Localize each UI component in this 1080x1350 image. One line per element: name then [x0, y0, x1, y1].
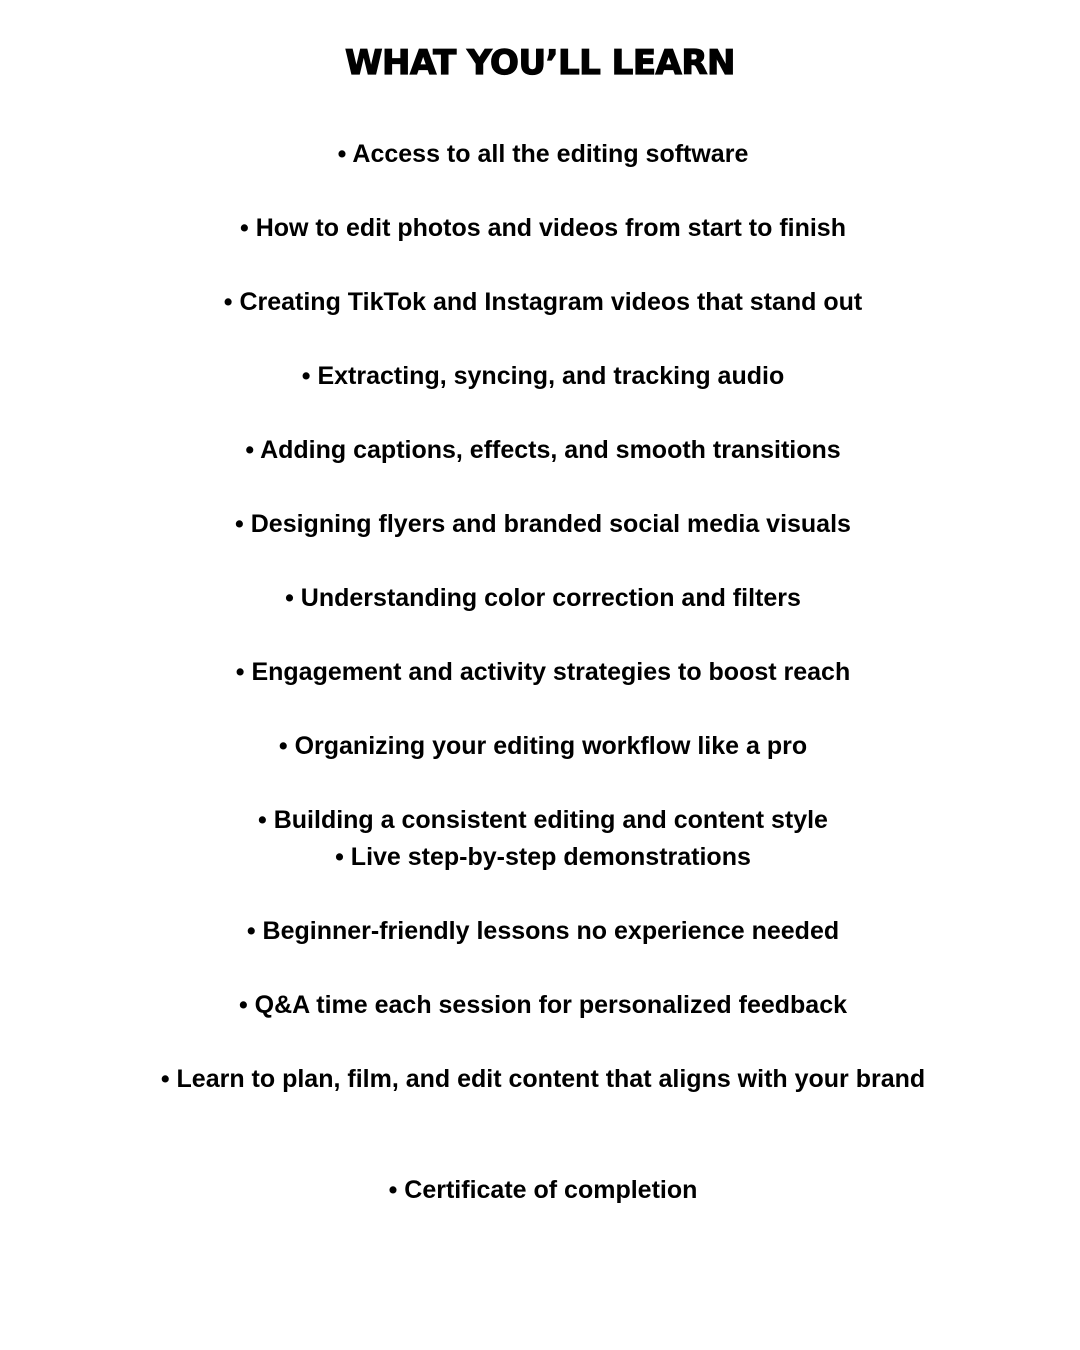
list-item-audio: • Extracting, syncing, and tracking audio — [301, 362, 785, 390]
list-item-content-style: • Building a consistent editing and content style — [258, 806, 828, 834]
list-item-beginner-friendly: • Beginner-friendly lessons no experience needed — [246, 917, 840, 945]
list-item-editing-software: • Access to all the editing software — [337, 140, 749, 168]
page-title: WHAT YOU’LL LEARN — [344, 43, 735, 83]
list-item-workflow: • Organizing your editing workflow like a pro — [278, 732, 808, 760]
list-item-edit-photos-videos: • How to edit photos and videos from start to finish — [240, 214, 846, 242]
list-item-plan-film-edit: • Learn to plan, film, and edit content that aligns with your brand — [160, 1065, 926, 1093]
list-item-captions-effects: • Adding captions, effects, and smooth transitions — [245, 436, 841, 464]
list-item-engagement: • Engagement and activity strategies to boost reach — [235, 658, 851, 686]
list-item-flyers-visuals: • Designing flyers and branded social media visuals — [235, 510, 851, 538]
list-item-qa-time: • Q&A time each session for personalized feedback — [238, 991, 848, 1019]
list-item-tiktok-instagram: • Creating TikTok and Instagram videos that stand out — [223, 288, 863, 316]
list-item-certificate: • Certificate of completion — [388, 1176, 698, 1204]
list-item-color-correction: • Understanding color correction and filters — [285, 584, 801, 612]
list-item-demonstrations: • Live step-by-step demonstrations — [335, 843, 751, 871]
